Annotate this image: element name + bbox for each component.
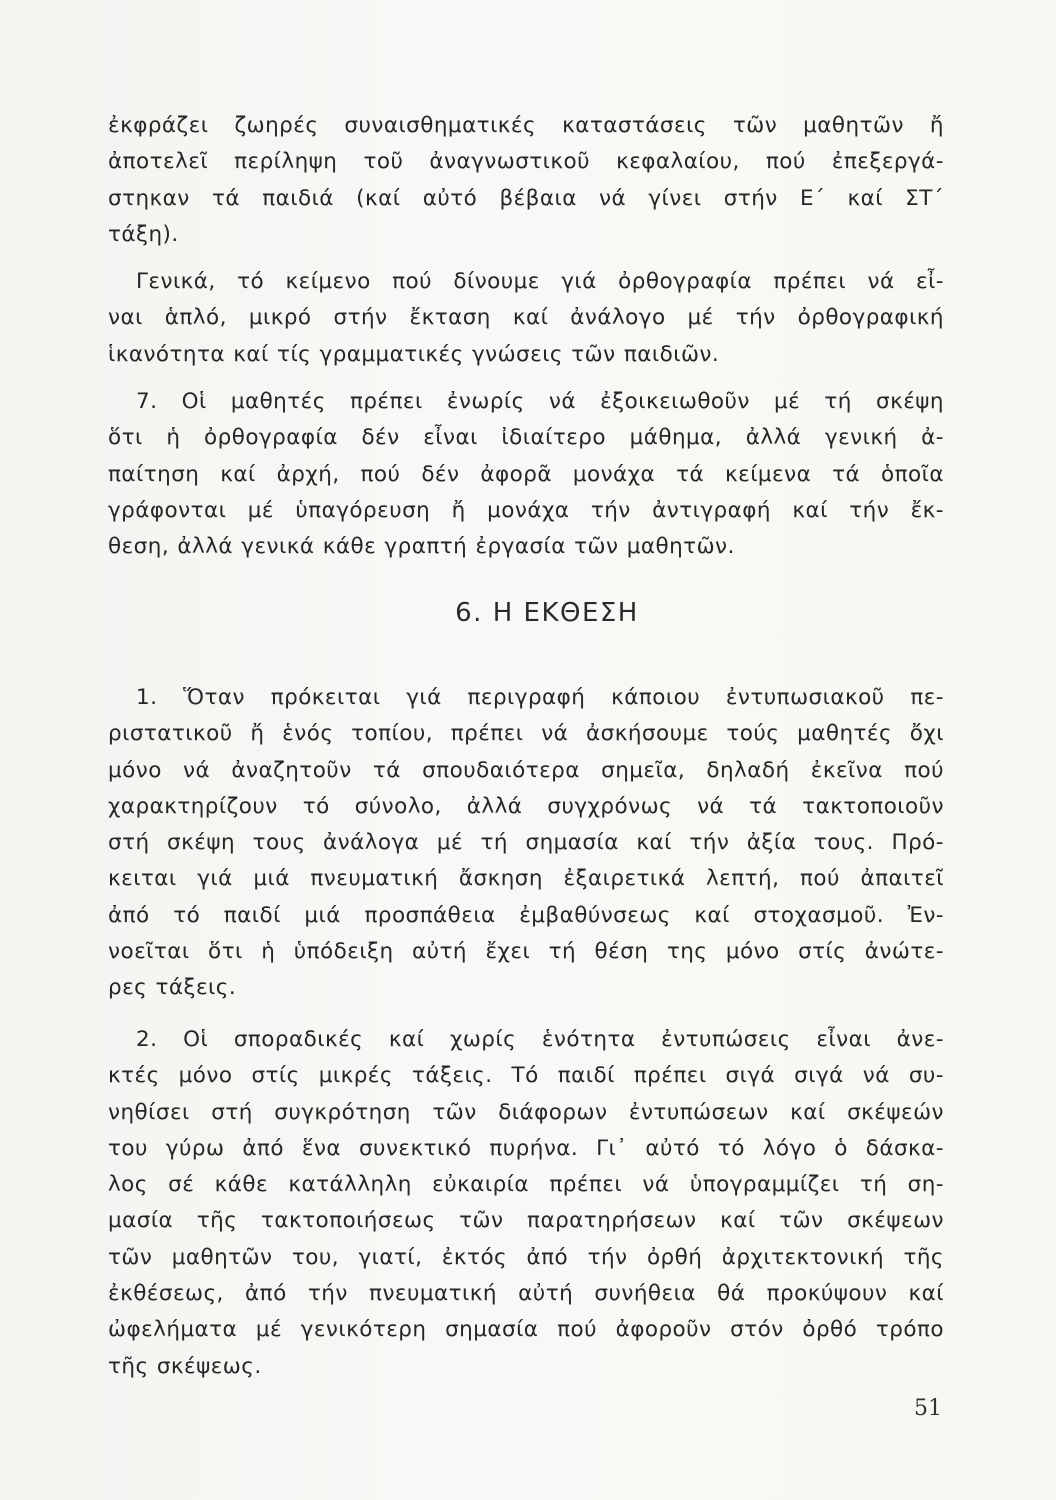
paragraph-continued [108, 108, 944, 253]
text-line: ἱκανότητα καί τίς γραμματικές γνώσεις τῶν παιδιῶν. [108, 341, 720, 367]
text-line: κειται γιά μιά πνευματική ἄσκηση ἐξαιρετικά λεπτή, πού ἀπαιτεῖ [108, 866, 944, 892]
text-line: Γενικά, τό κείμενο πού δίνουμε γιά ὀρθογραφία πρέπει νά εἶ- [136, 269, 944, 294]
text-line: τῶν μαθητῶν του, γιατί, ἐκτός ἀπό τήν ὀρθή ἀρχιτεκτονική τῆς [108, 1244, 944, 1270]
paragraph-7 [108, 384, 944, 565]
text-line: χαρακτηρίζουν τό σύνολο, ἀλλά συγχρόνως νά τά τακτοποιοῦν [108, 793, 944, 819]
paragraph-section-1 [108, 680, 944, 1007]
page-number: 51 [914, 1396, 942, 1421]
text-line: στή σκέψη τους ἀνάλογα μέ τή σημασία καί τήν ἀξία τους. Πρό- [108, 830, 944, 856]
text-line: ἐκθέσεως, ἀπό τήν πνευματική αὐτή συνήθεια θά προκύψουν καί [108, 1281, 944, 1307]
text-line: μόνο νά ἀναζητοῦν τά σπουδαιότερα σημεῖα, δηλαδή ἐκεῖνα πού [108, 757, 944, 783]
text-line: τάξη). [108, 221, 179, 247]
text-line: γράφονται μέ ὑπαγόρευση ἤ μονάχα τήν ἀντιγραφή καί τήν ἔκ- [108, 497, 944, 523]
text-line: 1. Ὅταν πρόκειται γιά περιγραφή κάποιου ἐντυπωσιακοῦ πε- [136, 685, 944, 710]
text-line: νηθίσει στή συγκρότηση τῶν διάφορων ἐντυπώσεων καί σκέψεών [108, 1099, 944, 1125]
text-line: ὠφελήματα μέ γενικότερη σημασία πού ἀφοροῦν στόν ὀρθό τρόπο [108, 1317, 944, 1343]
paragraph-general [108, 264, 944, 373]
text-line: ἀποτελεῖ περίληψη τοῦ ἀναγνωστικοῦ κεφαλαίου, πού ἐπεξεργά- [108, 149, 944, 175]
text-line: παίτηση καί ἀρχή, πού δέν ἀφορᾶ μονάχα τά κείμενα τά ὁποῖα [108, 461, 944, 487]
text-line: τῆς σκέψεως. [108, 1353, 262, 1379]
section-heading: 6. Η ΕΚΘΕΣΗ [455, 598, 639, 628]
text-line: 7. Οἱ μαθητές πρέπει ἐνωρίς νά ἐξοικειωθοῦν μέ τή σκέψη [136, 389, 944, 414]
text-line: θεση, ἀλλά γενικά κάθε γραπτή ἐργασία τῶν μαθητῶν. [108, 534, 735, 560]
paragraph-section-2 [108, 1022, 944, 1385]
text-line: κτές μόνο στίς μικρές τάξεις. Τό παιδί πρέπει σιγά σιγά νά συ- [108, 1063, 944, 1089]
text-line: του γύρω ἀπό ἕνα συνεκτικό πυρήνα. Γι᾿ αὐτό τό λόγο ὁ δάσκα- [108, 1135, 944, 1161]
text-line: ναι ἁπλό, μικρό στήν ἔκταση καί ἀνάλογο μέ τήν ὀρθογραφική [108, 305, 944, 331]
text-line: ριστατικοῦ ἤ ἑνός τοπίου, πρέπει νά ἀσκήσουμε τούς μαθητές ὄχι [108, 721, 944, 747]
text-line: λος σέ κάθε κατάλληλη εὐκαιρία πρέπει νά ὑπογραμμίζει τή ση- [108, 1172, 944, 1198]
text-line: ἀπό τό παιδί μιά προσπάθεια ἐμβαθύνσεως καί στοχασμοῦ. Ἐν- [108, 902, 944, 928]
text-line: ρες τάξεις. [108, 975, 237, 1001]
text-line: ἐκφράζει ζωηρές συναισθηματικές καταστάσεις τῶν μαθητῶν ἤ [108, 113, 944, 138]
text-line: ὅτι ἡ ὀρθογραφία δέν εἶναι ἰδιαίτερο μάθημα, ἀλλά γενική ἀ- [108, 425, 944, 451]
text-line: 2. Οἱ σποραδικές καί χωρίς ἑνότητα ἐντυπώσεις εἶναι ἀνε- [136, 1027, 944, 1052]
text-line: στηκαν τά παιδιά (καί αὐτό βέβαια νά γίνει στήν Ε΄ καί ΣΤ΄ [108, 185, 944, 211]
text-line: μασία τῆς τακτοποιήσεως τῶν παρατηρήσεων καί τῶν σκέψεων [108, 1208, 944, 1234]
text-line: νοεῖται ὅτι ἡ ὑπόδειξη αὐτή ἔχει τή θέση της μόνο στίς ἀνώτε- [108, 939, 944, 965]
